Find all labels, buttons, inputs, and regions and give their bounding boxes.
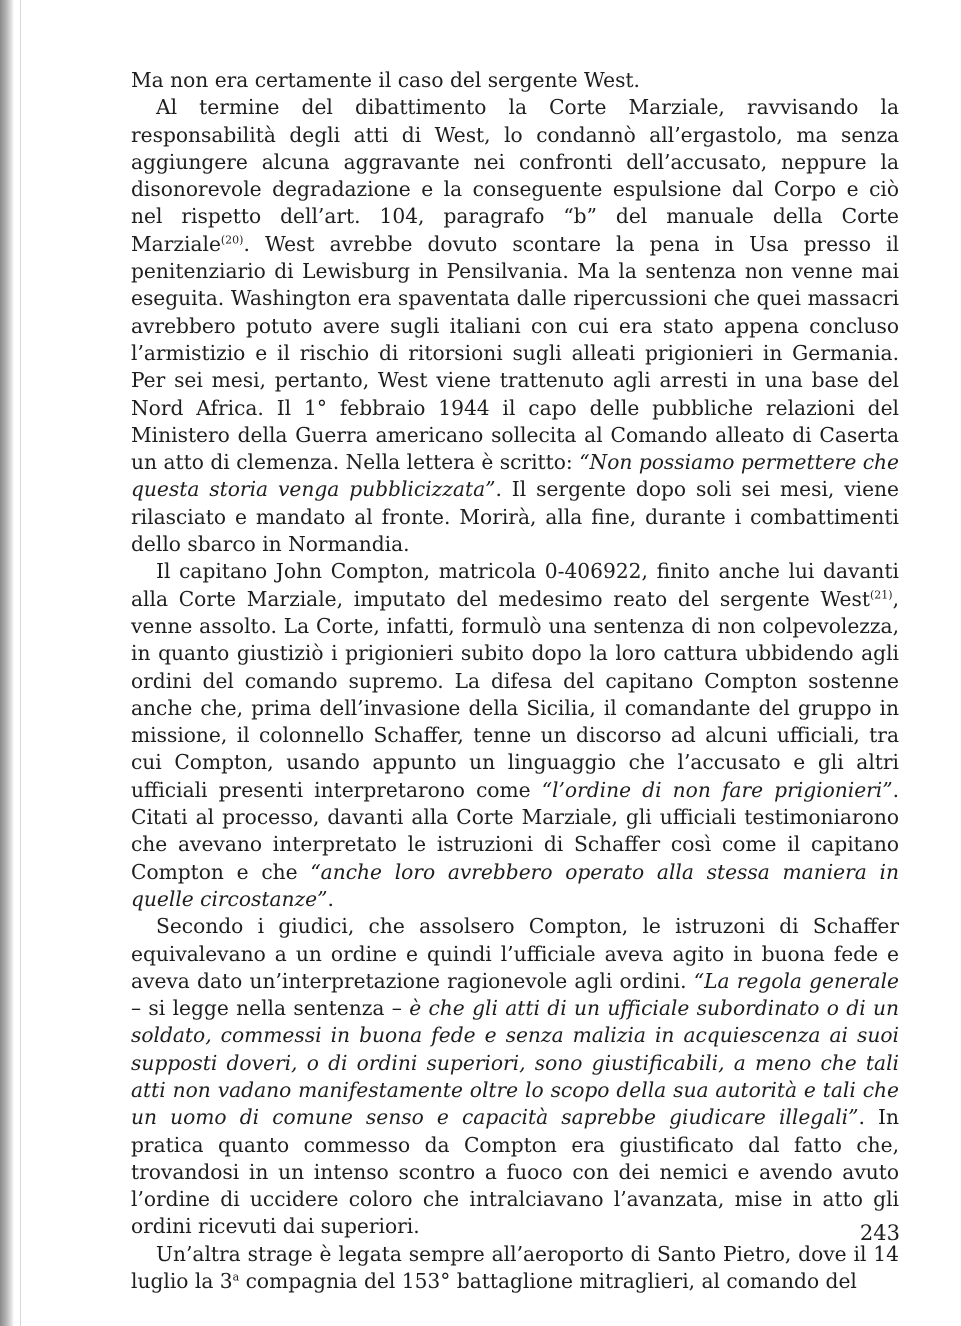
footnote-ref: (20) (220, 233, 244, 247)
italic-quote: “La regola generale (693, 968, 899, 993)
italic-quote: è che gli atti di un ufficiale subordinato o di un soldato, commessi in buona fede e senza malizia in acquiescenza ai suoi supposti doveri, o di ordini superiori, sono giustificabili, a meno che tali atti non vadano manifestamente oltre lo scopo della sua autorità e tali che un uomo di comune senso e capacità saprebbe giudicare illegali” (131, 996, 900, 1130)
page-binding-edge (20, 0, 21, 1326)
text-run: Secondo i giudici, che assolsero Compton, le istruzoni di Schaffer equivalevano a un ordine e quindi l’ufficiale aveva agito in buona fede e aveva dato un’interpretazione ragionevole agli ordini. (131, 914, 899, 993)
text-run: . Il sergente dopo soli sei mesi, viene rilasciato e mandato al fronte. Morirà, alla fine, durante i combattimenti dello sbarco in Normandia. (131, 477, 900, 557)
italic-quote: “Non possiamo permettere che questa storia venga pubblicizzata” (131, 450, 900, 502)
text-run: Al termine del dibattimento la Corte Marziale, ravvisando la responsabilità degli atti di West, lo condannò all’ergastolo, ma senza aggiungere alcuna aggravante nei confronti dell’accusato, neppure la disonorevole degradazione e la conseguente espulsione dal Corpo e ciò nel rispetto dell’art. 104, paragrafo “b” del manuale della Corte Marziale (131, 95, 899, 256)
page-number: 243 (859, 1221, 900, 1245)
text-run: . (327, 886, 334, 911)
text-run: Il capitano John Compton, matricola 0-406922, finito anche lui davanti alla Corte Marziale, imputato del medesimo reato del sergente West (131, 559, 899, 611)
italic-quote: “anche loro avrebbero operato alla stessa maniera in quelle circostanze” (131, 859, 899, 911)
paragraph (131, 1241, 899, 1296)
text-run: . West avrebbe dovuto scontare la pena in Usa presso il penitenziario di Lewisburg in Pensilvania. Ma la sentenza non venne mai eseguita. Washington era spaventata dalle ripercussioni che quei massacri avrebbero potuto avere sugli italiani con cui era stato appena concluso l’armistizio e il rischio di ritorsioni sugli alleati prigionieri in Germania. Per sei mesi, pertanto, West viene trattenuto agli arresti in una base del Nord Africa. Il 1° febbraio 1944 il capo delle pubbliche relazioni del Ministero della Guerra americano sollecita al Comando alleato di Caserta un atto di clemenza. Nella lettera è scritto: (131, 231, 899, 475)
text-run: . Citati al processo, davanti alla Corte Marziale, gli ufficiali testimoniarono che avevano interpretato le istruzioni di Schaffer così come il capitano Compton e che (131, 777, 899, 884)
text-run: compagnia del 153° battaglione mitraglieri, al comando del (239, 1269, 857, 1294)
footnote-ref: (21) (869, 587, 893, 601)
text-run: – si legge nella sentenza – (131, 996, 410, 1021)
text-run: Un’altra strage è legata sempre all’aeroporto di Santo Pietro, dove il 14 luglio la 3 (131, 1241, 899, 1294)
paragraph (131, 913, 899, 1241)
paragraph (131, 558, 899, 913)
text-run: Ma non era certamente il caso del sergente West. (131, 68, 640, 92)
footnote-ref: a (232, 1270, 240, 1284)
text-run: . In pratica quanto commesso da Compton era giustificato dal fatto che, trovandosi in un intenso scontro a fuoco con dei nemici e avendo avuto l’ordine di uccidere coloro che intralciavano l’avanzata, mise in atto gli ordini ricevuti dai superiori. (131, 1105, 899, 1239)
page-binding-shadow (0, 0, 14, 1326)
italic-quote: “l’ordine di non fare prigionieri” (541, 777, 893, 802)
paragraph (131, 67, 899, 94)
text-run: , venne assolto. La Corte, infatti, formulò una sentenza di non colpevolezza, in quanto giustiziò i prigionieri subito dopo la loro cattura ubbidendo agli ordini del comando supremo. La difesa del capitano Compton sostenne anche che, prima dell’invasione della Sicilia, il comandante del gruppo in missione, il colonnello Schaffer, tenne un discorso ad alcuni ufficiali, tra cui Compton, usando appunto un linguaggio che l’accusato e gli altri ufficiali presenti interpretarono come (131, 586, 899, 802)
body-text (131, 67, 899, 1295)
paragraph (131, 94, 899, 558)
